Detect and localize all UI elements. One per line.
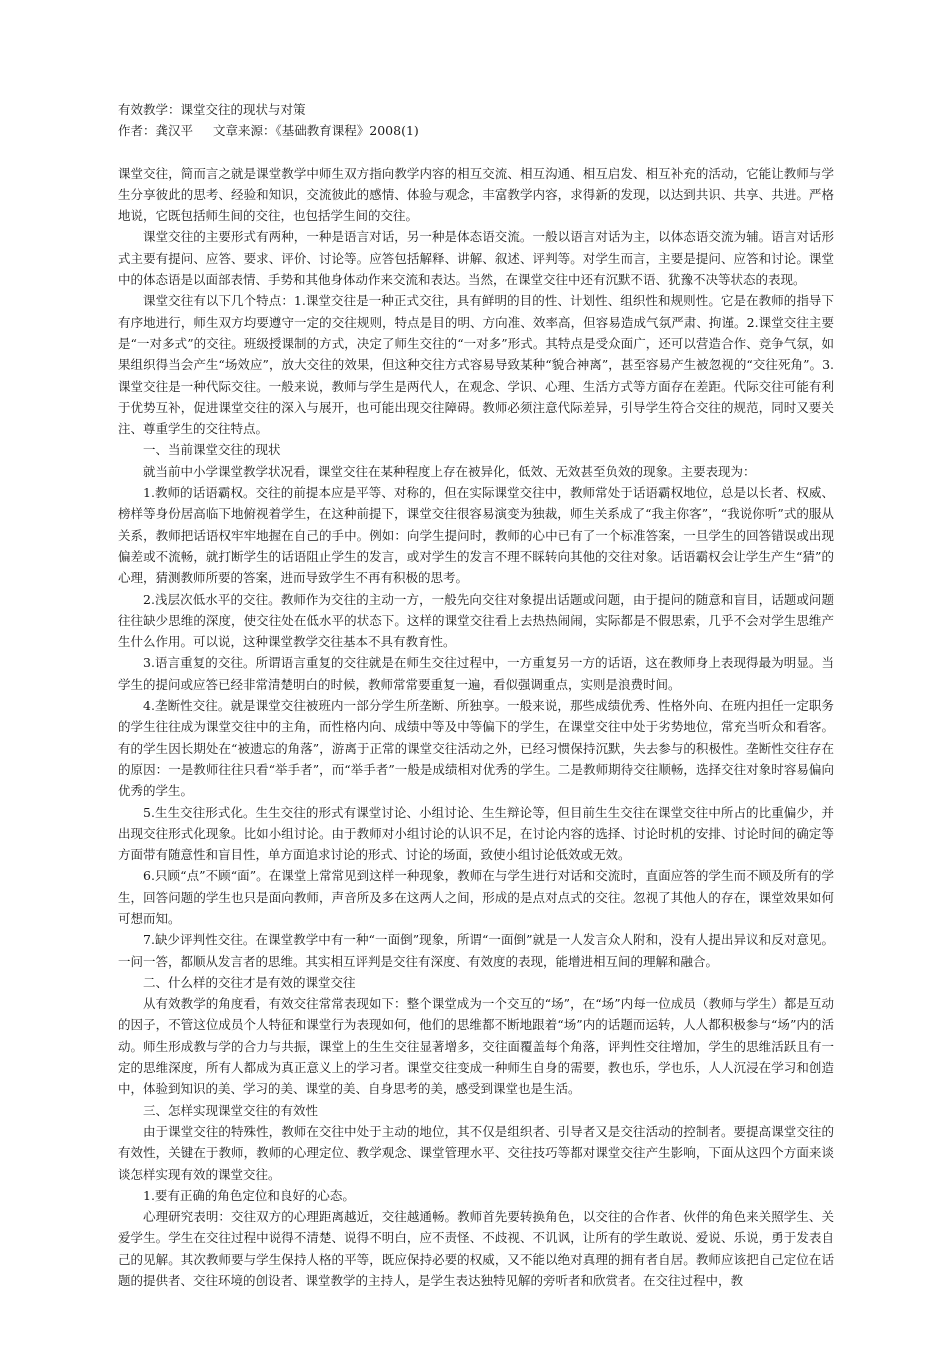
paragraph: 1.教师的话语霸权。交往的前提本应是平等、对称的，但在实际课堂交往中，教师常处于话语霸权地位，总是以长者、权威、榜样等身份居高临下地俯视着学生，在这种前提下，课堂交往很容易演变为独裁，师生关系成了“我主你客”，“我说你听”式的服从关系，教师把话语权牢牢地握在自己的手中。例如：向学生提问时，教师的心中已有了一个标准答案，一旦学生的回答错误或出现偏差或不流畅，就打断学生的话语阻止学生的发言，或对学生的发言不理不睬转向其他的交往对象。话语霸权会让学生产生“猜”的心理，猜测教师所要的答案，进而导致学生不再有积极的思考。 (118, 485, 834, 586)
subsection-heading: 1.要有正确的角色定位和良好的心态。 (143, 1187, 355, 1203)
document-page (118, 99, 834, 1291)
paragraph: 从有效教学的角度看，有效交往常常表现如下：整个课堂成为一个交互的“场”，在“场”内每一位成员（教师与学生）都是互动的因子，不管这位成员个人特征和课堂行为表现如何，他们的思维都不断地跟着“场”内的话题而运转，人人都积极参与“场”内的活动。师生形成教与学的合力与共振，课堂上的生生交往显著增多，交往面覆盖每个角落，评判性交往增加，学生的思维活跃且有一定的思维深度，所有人都成为真正意义上的学习者。课堂交往变成一种师生自身的需要，教也乐，学也乐，人人沉浸在学习和创造中，体验到知识的美、学习的美、课堂的美、自身思考的美，感受到课堂也是生活。 (118, 996, 834, 1097)
paragraph: 课堂交往的主要形式有两种，一种是语言对话，另一种是体态语交流。一般以语言对话为主，以体态语交流为辅。语言对话形式主要有提问、应答、要求、评价、讨论等。应答包括解释、讲解、叙述、评判等。对学生而言，主要是提问、应答和讨论。课堂中的体态语是以面部表情、手势和其他身体动作来交流和表达。当然，在课堂交往中还有沉默不语、犹豫不决等状态的表现。 (118, 229, 834, 288)
article-title: 有效教学：课堂交往的现状与对策 (118, 102, 306, 117)
paragraph: 心理研究表明：交往双方的心理距离越近，交往越通畅。教师首先要转换角色，以交往的合作者、伙伴的角色来关照学生、关爱学生。学生在交往过程中说得不清楚、说得不明白，应不责怪、不歧视、不讥讽，让所有的学生敢说、爱说、乐说，勇于发表自己的见解。其次教师要与学生保持人格的平等，既应保持必要的权威，又不能以绝对真理的拥有者自居。教师应该把自己定位在话题的提供者、交往环境的创设者、课堂教学的主持人，是学生表达独特见解的旁听者和欣赏者。在交往过程中，教 (118, 1209, 834, 1289)
section-heading: 一、当前课堂交往的现状 (143, 442, 281, 458)
blank-line (118, 142, 834, 163)
paragraph: 3.语言重复的交往。所谓语言重复的交往就是在师生交往过程中，一方重复另一方的话语，这在教师身上表现得最为明显。当学生的提问或应答已经非常清楚明白的时候，教师常常要重复一遍，看似强调重点，实则是浪费时间。 (118, 655, 834, 692)
section-heading: 二、什么样的交往才是有效的课堂交往 (143, 974, 356, 990)
author-line: 作者：龚汉平 (118, 123, 194, 139)
source-line: 文章来源：《基础教育课程》2008(1) (213, 123, 419, 139)
paragraph: 2.浅层次低水平的交往。教师作为交往的主动一方，一般先向交往对象提出话题或问题，由于提问的随意和盲目，话题或问题往往缺少思维的深度，使交往处在低水平的状态下。这样的课堂交往看上去热热闹闹，实际都是不假思索，几乎不会对学生思维产生什么作用。可以说，这种课堂教学交往基本不具有教育性。 (118, 591, 834, 650)
paragraph: 6.只顾“点”不顾“面”。在课堂上常常见到这样一种现象，教师在与学生进行对话和交流时，直面应答的学生而不顾及所有的学生，回答问题的学生也只是面向教师，声音所及多在这两人之间，形成的是点对点式的交往。忽视了其他人的存在，课堂效果如何可想而知。 (118, 868, 834, 926)
article-meta (118, 120, 834, 141)
paragraph: 4.垄断性交往。就是课堂交往被班内一部分学生所垄断、所独享。一般来说，那些成绩优秀、性格外向、在班内担任一定职务的学生往往成为课堂交往中的主角，而性格内向、成绩中等及中等偏下的学生，在课堂交往中处于劣势地位，常充当听众和看客。有的学生因长期处在“被遗忘的角落”，游离于正常的课堂交往活动之外，已经习惯保持沉默，失去参与的积极性。垄断性交往存在的原因：一是教师往往只看“举手者”，而“举手者”一般是成绩相对优秀的学生。二是教师期待交往顺畅，选择交往对象时容易偏向优秀的学生。 (118, 698, 834, 799)
section-heading: 三、怎样实现课堂交往的有效性 (143, 1102, 319, 1118)
paragraph: 课堂交往，简而言之就是课堂教学中师生双方指向教学内容的相互交流、相互沟通、相互启发、相互补充的活动，它能让教师与学生分享彼此的思考、经验和知识，交流彼此的感情、体验与观念，丰富教学内容，求得新的发现，以达到共识、共享、共进。严格地说，它既包括师生间的交往，也包括学生间的交往。 (118, 165, 834, 224)
paragraph: 就当前中小学课堂教学状况看，课堂交往在某种程度上存在被异化，低效、无效甚至负效的现象。主要表现为： (143, 463, 756, 479)
paragraph: 5.生生交往形式化。生生交往的形式有课堂讨论、小组讨论、生生辩论等，但目前生生交往在课堂交往中所占的比重偏少，并出现交往形式化现象。比如小组讨论。由于教师对小组讨论的认识不足，在讨论内容的选择、讨论时机的安排、讨论时间的确定等方面带有随意性和盲目性，单方面追求讨论的形式、讨论的场面，致使小组讨论低效或无效。 (118, 804, 834, 863)
paragraph: 7.缺少评判性交往。在课堂教学中有一种“一面倒”现象，所谓“一面倒”就是一人发言众人附和，没有人提出异议和反对意见。一问一答，都顺从发言者的思维。其实相互评判是交往有深度、有效度的表现，能增进相互间的理解和融合。 (118, 932, 834, 969)
paragraph: 课堂交往有以下几个特点：1.课堂交往是一种正式交往，具有鲜明的目的性、计划性、组织性和规则性。它是在教师的指导下有序地进行，师生双方均要遵守一定的交往规则，特点是目的明、方向准、效率高，但容易造成气氛严肃、拘谨。2.课堂交往主要是“一对多式”的交往。班级授课制的方式，决定了师生交往的“一对多”形式。其特点是受众面广，还可以营造合作、竞争气氛，如果组织得当会产生“场效应”，放大交往的效果，但这种交往方式容易导致某种“貌合神离”，甚至容易产生被忽视的“交往死角”。3.课堂交往是一种代际交往。一般来说，教师与学生是两代人，在观念、学识、心理、生活方式等方面存在差距。代际交往可能有利于优势互补，促进课堂交往的深入与展开，也可能出现交往障碍。教师必须注意代际差异，引导学生符合交往的规范，同时又要关注、尊重学生的交往特点。 (118, 293, 834, 437)
paragraph: 由于课堂交往的特殊性，教师在交往中处于主动的地位，其不仅是组织者、引导者又是交往活动的控制者。要提高课堂交往的有效性，关键在于教师，教师的心理定位、教学观念、课堂管理水平、交往技巧等都对课堂交往产生影响，下面从这四个方面来谈谈怎样实现有效的课堂交往。 (118, 1123, 834, 1182)
